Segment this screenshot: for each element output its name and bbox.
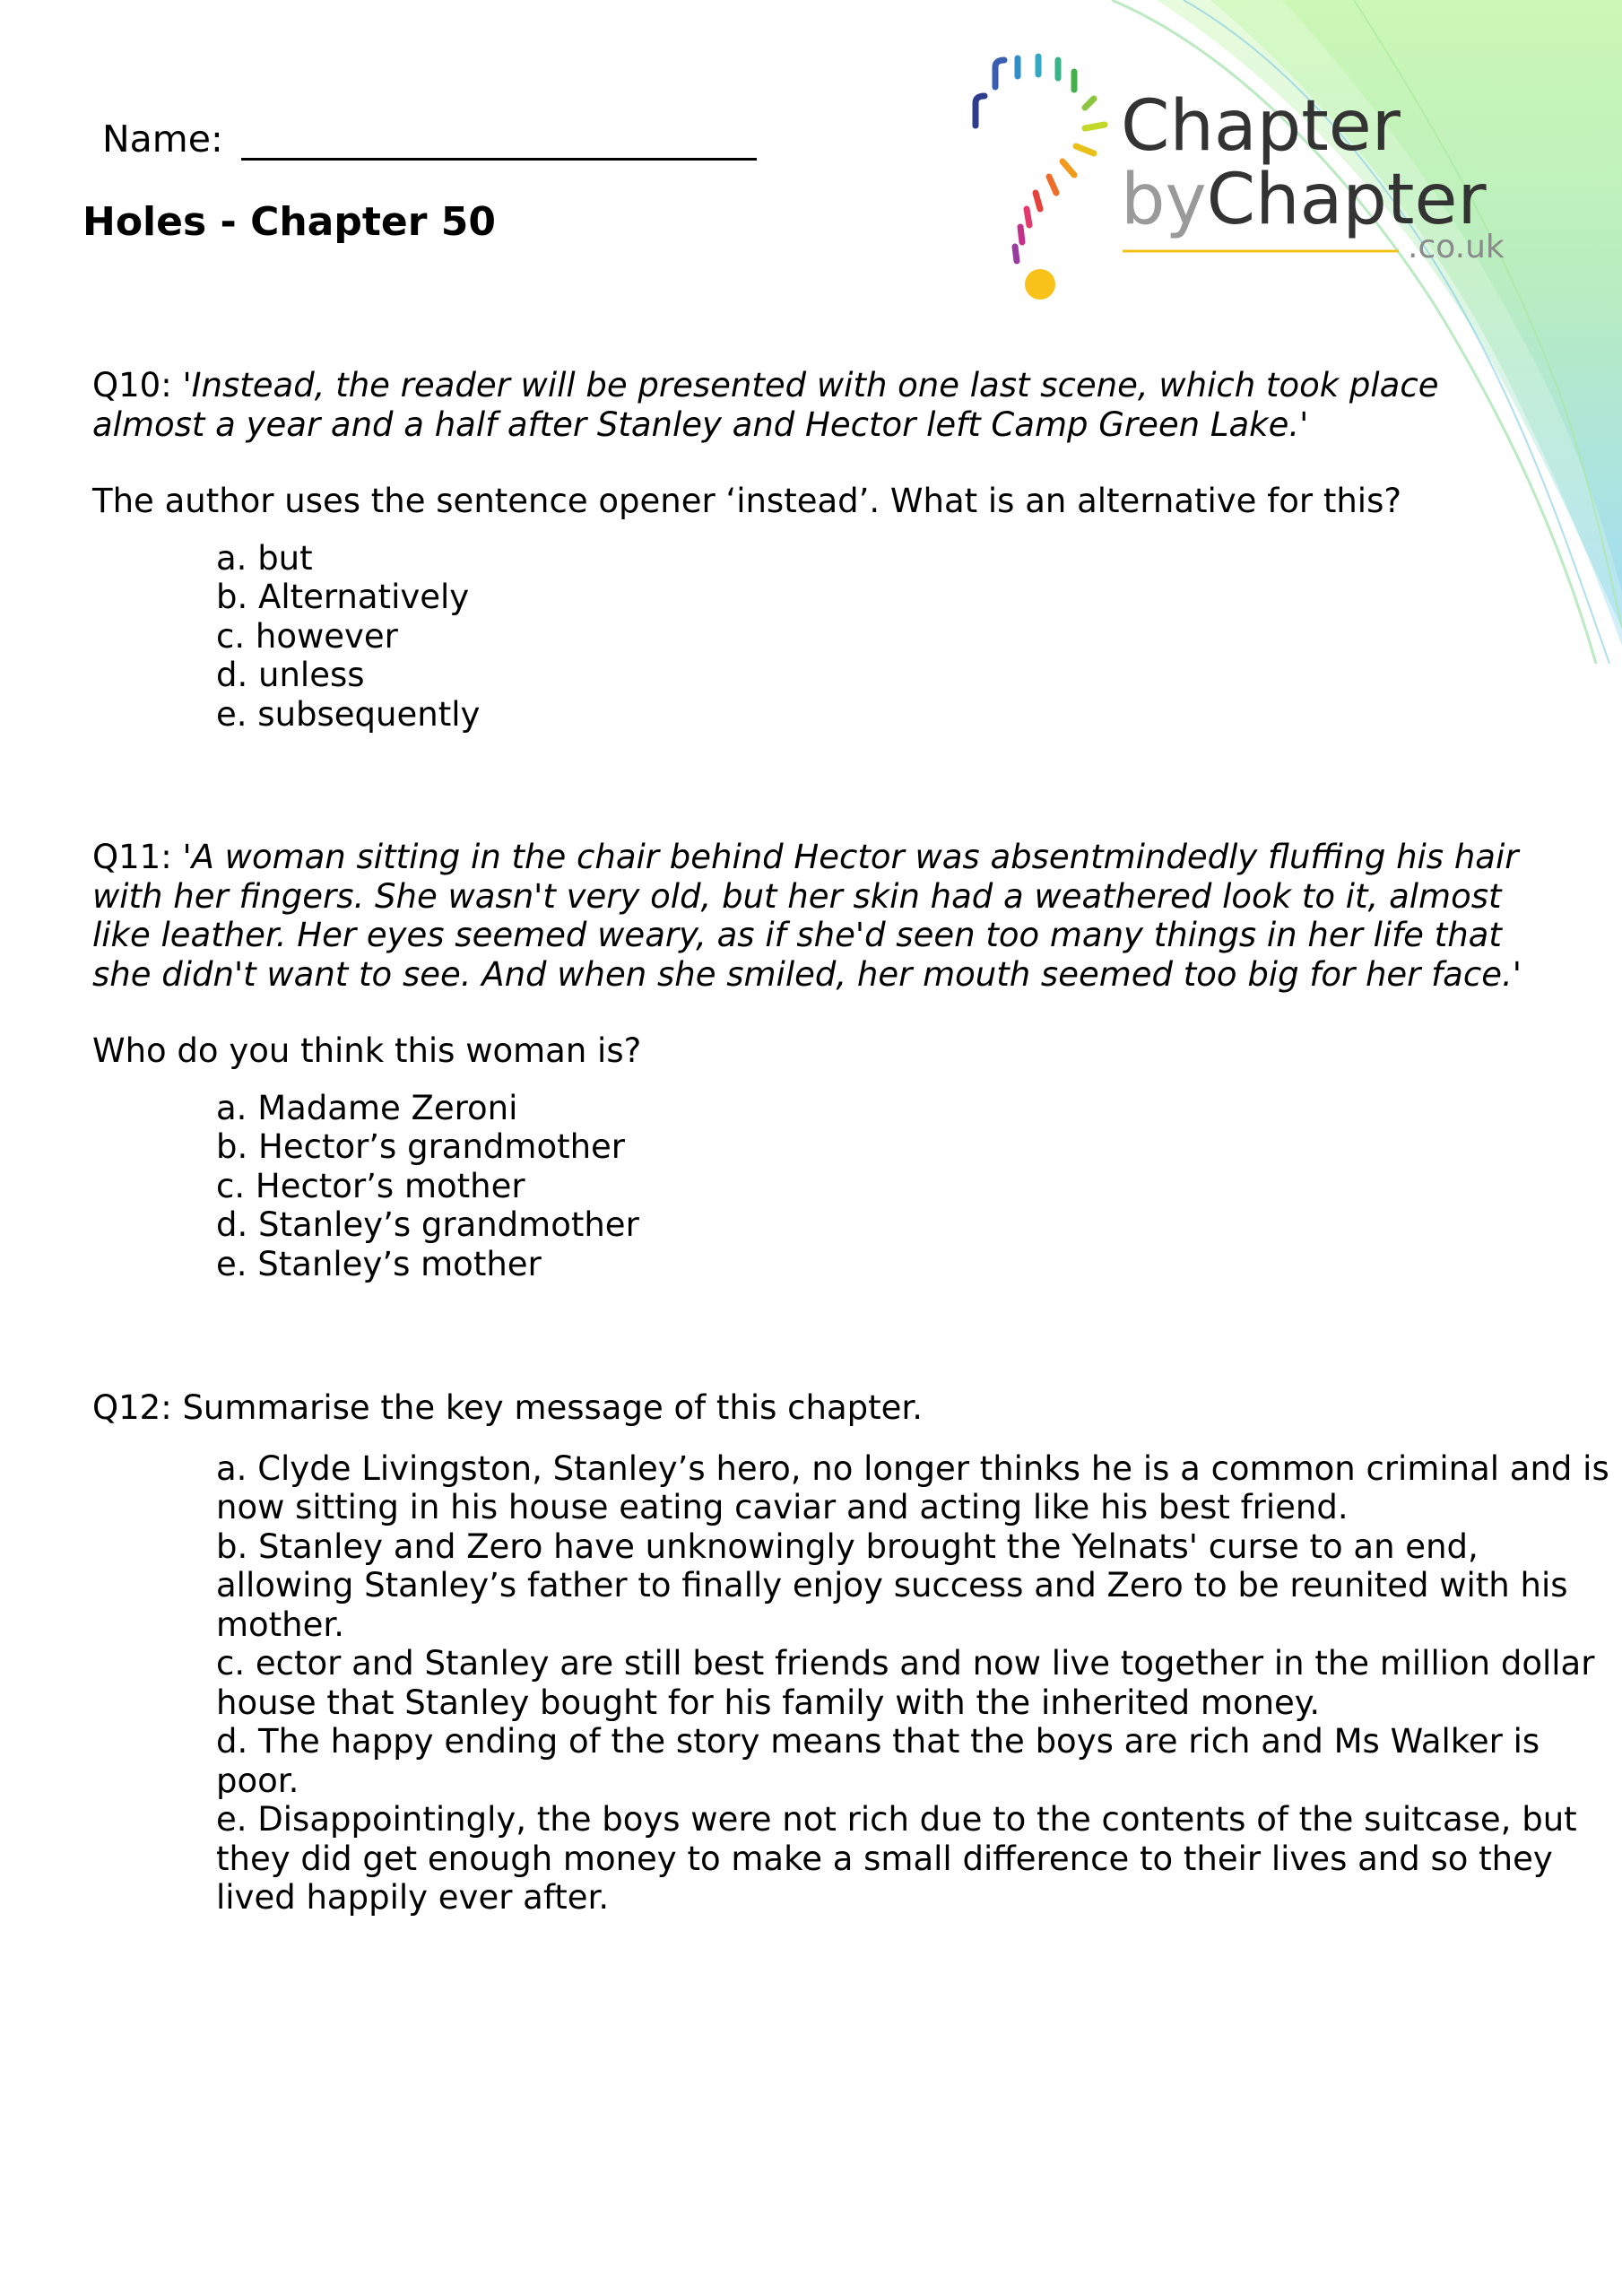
question-12-prompt: Summarise the key message of this chapter. (182, 1388, 923, 1427)
option[interactable]: d. Stanley’s grandmother (216, 1205, 639, 1244)
name-blank-line[interactable] (241, 117, 757, 161)
name-field (102, 117, 757, 161)
option[interactable]: d. The happy ending of the story means that the boys are rich and Ms Walker is poor. (216, 1722, 1540, 1800)
option[interactable]: b. Alternatively (216, 578, 470, 616)
option[interactable]: c. however (216, 616, 398, 656)
question-11-quote (92, 838, 1545, 994)
option[interactable]: e. Stanley’s mother (216, 1244, 542, 1283)
name-label: Name: (102, 117, 223, 161)
logo-line1: Chapter (1121, 86, 1401, 167)
option[interactable]: a. Clyde Livingston, Stanley’s hero, no longer thinks he is a common criminal and is now sitting in his house eating caviar and acting like his best friend. (216, 1448, 1609, 1526)
question-12 (92, 1388, 1609, 1918)
question-10 (92, 366, 1545, 734)
question-mark-books-icon (976, 57, 1105, 261)
question-mark-dot (1025, 269, 1055, 300)
question-10-number: Q10: (92, 366, 172, 404)
question-11-number: Q11: (92, 838, 172, 876)
question-12-prompt-line (92, 1388, 1545, 1428)
question-10-quote (92, 366, 1545, 444)
question-12-number: Q12: (92, 1388, 172, 1427)
chapter-by-chapter-logo (959, 49, 1533, 318)
question-10-quote-text: 'Instead, the reader will be presented with one last scene, which took place almost a year and a half after Stanley and Hector left Camp Green Lake.' (92, 366, 1439, 444)
question-11-options (92, 1089, 1545, 1284)
option[interactable]: b. Stanley and Zero have unknowingly brought the Yelnats' curse to an end, allowing Stanley’s father to finally enjoy success and Zero to be reunited with his mother. (216, 1526, 1568, 1644)
option[interactable]: b. Hector’s grandmother (216, 1127, 626, 1166)
option[interactable]: a. Madame Zeroni (216, 1088, 518, 1127)
logo-chapter: Chapter (1206, 160, 1487, 240)
question-12-options (92, 1449, 1615, 1918)
question-11-quote-text: 'A woman sitting in the chair behind Hector was absentmindedly fluffing his hair with her fingers. She wasn't very old, but her skin had a weathered look to it, almost like leather. Her eyes seemed weary, as if she'd seen too many things in her life that she didn't want to see. And when she smiled, her mouth seemed too big for her face.' (92, 838, 1522, 994)
question-11-prompt: Who do you think this woman is? (92, 1031, 642, 1070)
question-10-prompt: The author uses the sentence opener ‘instead’. What is an alternative for this? (92, 482, 1402, 520)
option[interactable]: c. ector and Stanley are still best friends and now live together in the million dollar house that Stanley bought for his family with the inherited money. (216, 1644, 1595, 1722)
option[interactable]: e. Disappointingly, the boys were not rich due to the contents of the suitcase, but they did get enough money to make a small difference to their lives and so they lived happily ever after. (216, 1800, 1577, 1917)
option[interactable]: e. subsequently (216, 694, 481, 734)
option[interactable]: c. Hector’s mother (216, 1166, 525, 1205)
option[interactable]: a. but (216, 538, 313, 578)
worksheet-title: Holes - Chapter 50 (82, 199, 496, 245)
question-10-options (92, 539, 1545, 735)
question-11 (92, 838, 1545, 1283)
option[interactable]: d. unless (216, 656, 365, 694)
logo-domain: .co.uk (1408, 229, 1505, 265)
logo-by: by (1121, 160, 1207, 240)
